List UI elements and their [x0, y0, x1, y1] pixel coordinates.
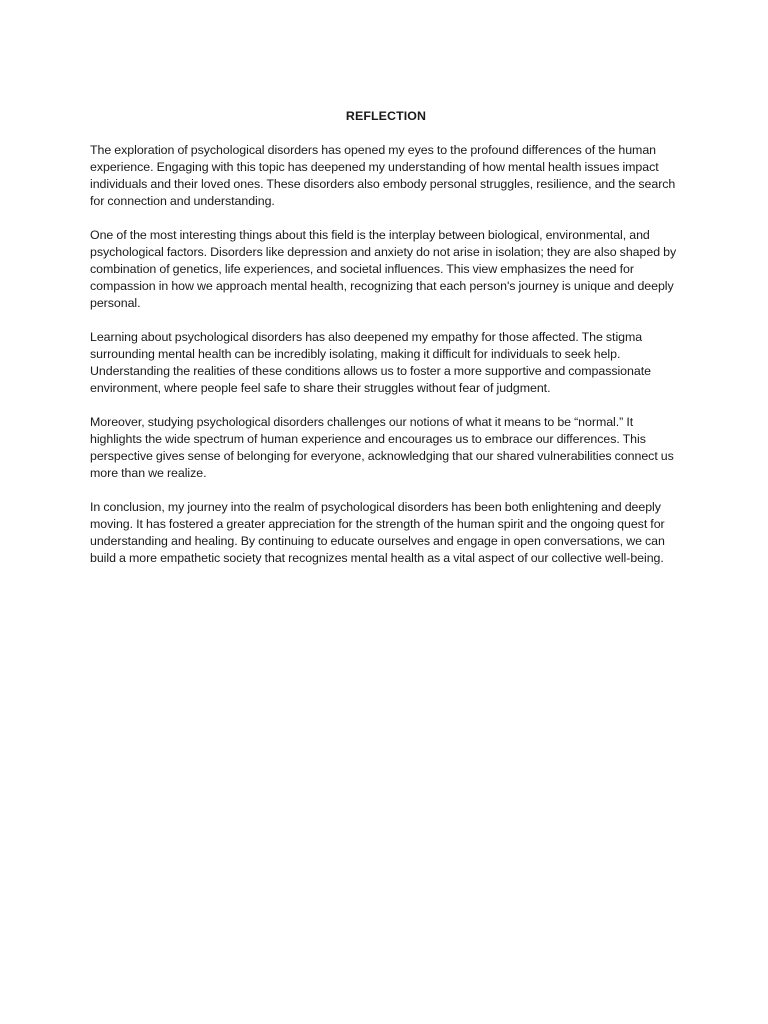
paragraph-introduction: The exploration of psychological disorders has opened my eyes to the profound differences of the human experience. Engaging with this topic has deepened my understanding of how mental health issues impact individuals and their loved ones. These disorders also embody personal struggles, resilience, and the search for connection and understanding. [90, 143, 676, 208]
paragraph-empathy-and-stigma: Learning about psychological disorders has also deepened my empathy for those affected. The stigma surrounding mental health can be incredibly isolating, making it difficult for individuals to seek help. Understanding the realities of these conditions allows us to foster a more supportive and compassionate environment, where people feel safe to share their struggles without fear of judgment. [90, 330, 651, 395]
paragraph-notions-of-normal: Moreover, studying psychological disorders challenges our notions of what it means to be “normal.” It highlights the wide spectrum of human experience and encourages us to embrace our differences. This perspective gives sense of belonging for everyone, acknowledging that our shared vulnerabilities connect us more than we realize. [90, 415, 674, 480]
paragraph-conclusion: In conclusion, my journey into the realm of psychological disorders has been both enlightening and deeply moving. It has fostered a greater appreciation for the strength of the human spirit and the ongoing quest for understanding and healing. By continuing to educate ourselves and engage in open conversations, we can build a more empathetic society that recognizes mental health as a vital aspect of our collective well-being. [90, 500, 665, 565]
document-body [90, 108, 682, 584]
paragraph-interplay-of-factors: One of the most interesting things about this field is the interplay between biological, environmental, and psychological factors. Disorders like depression and anxiety do not arise in isolation; they are also shaped by combination of genetics, life experiences, and societal influences. This view emphasizes the need for compassion in how we approach mental health, recognizing that each person's journey is unique and deeply personal. [90, 228, 677, 310]
document-title: REFLECTION [345, 109, 427, 123]
